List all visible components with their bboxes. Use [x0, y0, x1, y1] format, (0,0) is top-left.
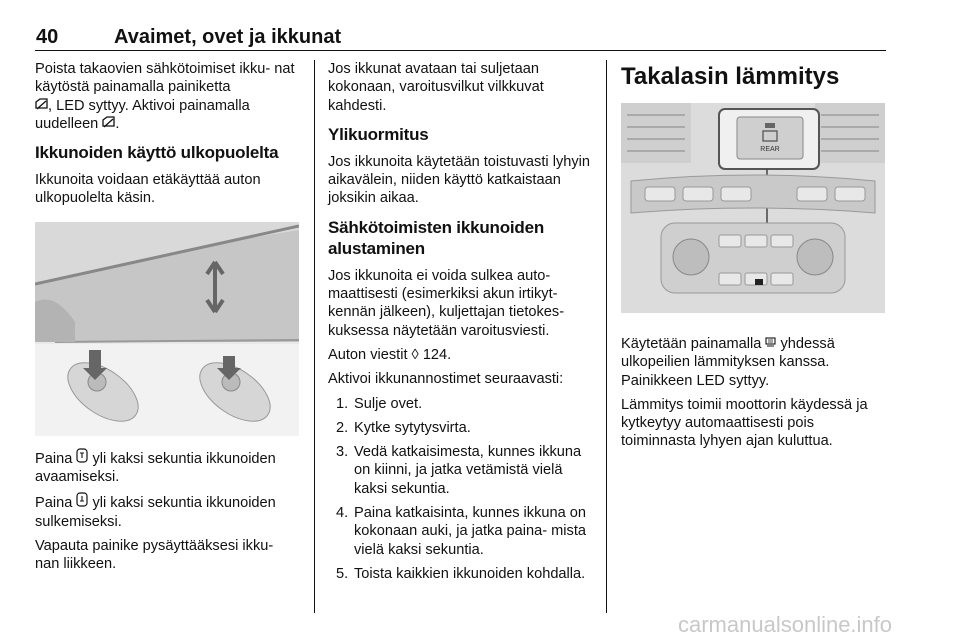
column-2	[328, 60, 594, 589]
section-heading-init: Sähkötoimisten ikkunoiden alustaminen	[328, 217, 545, 258]
section-heading-remote: Ikkunoiden käyttö ulkopuolelta	[35, 143, 279, 163]
init-paragraph: Jos ikkunoita ei voida sulkea auto- maattisesti (esimerkiksi akun irtikyt- kennän jälkeen), kuljettajan tietokes- kuksessa näytetään varoitusviesti.	[328, 267, 565, 339]
remote-paragraph: Ikkunoita voidaan etäkäyttää auton ulkopuolelta käsin.	[35, 172, 261, 207]
messages-reference: Auton viestit ◊ 124.	[328, 346, 452, 363]
section-heading-rear-heating: Takalasin lämmitys	[621, 63, 840, 90]
rear-window-heating-illustration	[621, 103, 885, 313]
section-heading-overload: Ylikuormitus	[328, 124, 429, 144]
intro-paragraph: Jos ikkunat avataan tai suljetaan kokonaan, varoitusvilkut vilkkuvat kahdesti.	[328, 61, 544, 114]
list-item: 3. Vedä katkaisimesta, kunnes ikkuna on kiinni, ja jatka vetämistä vielä kaksi sekuntia.	[336, 444, 582, 497]
window-key-drawing	[35, 222, 299, 436]
steps-list	[328, 395, 594, 584]
usage-paragraph: Käytetään painamalla yhdessä ulkopeilien lämmityksen kanssa. Painikkeen LED syttyy.	[621, 336, 835, 389]
activate-paragraph: Aktivoi ikkunannostimet seuraavasti:	[328, 371, 564, 388]
column-divider-2	[606, 60, 607, 613]
page-title: Avaimet, ovet ja ikkunat	[114, 26, 342, 48]
heating-paragraph: Lämmitys toimii moottorin käydessä ja kytkeytyy automaattisesti pois toiminnasta lyhyen ajan kuluttua.	[621, 396, 868, 450]
column-1	[35, 60, 300, 580]
rear-lock-paragraph: Poista takaovien sähkötoimiset ikku- nat käytöstä painamalla painiketta , LED syttyy. Aktivoi painamalla uudelleen .	[35, 61, 295, 132]
dashboard-drawing	[621, 103, 885, 313]
list-item: 4. Paina katkaisinta, kunnes ikkuna on kokonaan auki, ja jatka paina- mista vielä kaksi sekuntia.	[336, 505, 587, 558]
window-close-button-icon	[76, 492, 88, 507]
window-key-illustration	[35, 222, 299, 436]
watermark: carmanualsonline.info	[678, 612, 893, 637]
page-number: 40	[36, 26, 59, 48]
window-lock-icon	[102, 116, 115, 128]
list-item: 2. Kytke sytytysvirta.	[336, 419, 471, 436]
column-divider-1	[314, 60, 315, 613]
overload-paragraph: Jos ikkunoita käytetään toistuvasti lyhyin aikavälein, niiden käyttö katkaistaan joksikin aikaa.	[328, 153, 591, 207]
window-open-button-icon	[76, 448, 88, 463]
header-rule	[35, 50, 886, 51]
window-lock-icon	[35, 98, 48, 110]
list-item: 1. Sulje ovet.	[336, 395, 423, 412]
open-paragraph: Paina yli kaksi sekuntia ikkunoiden avaamiseksi.	[35, 448, 300, 487]
release-paragraph: Vapauta painike pysäyttääksesi ikku- nan liikkeen.	[35, 537, 274, 573]
rear-button-label: REAR	[760, 146, 780, 153]
close-paragraph: Paina yli kaksi sekuntia ikkunoiden sulkemiseksi.	[35, 492, 300, 531]
rear-window-heating-icon	[765, 335, 776, 348]
list-item: 5. Toista kaikkien ikkunoiden kohdalla.	[336, 565, 586, 582]
column-3	[621, 60, 887, 457]
